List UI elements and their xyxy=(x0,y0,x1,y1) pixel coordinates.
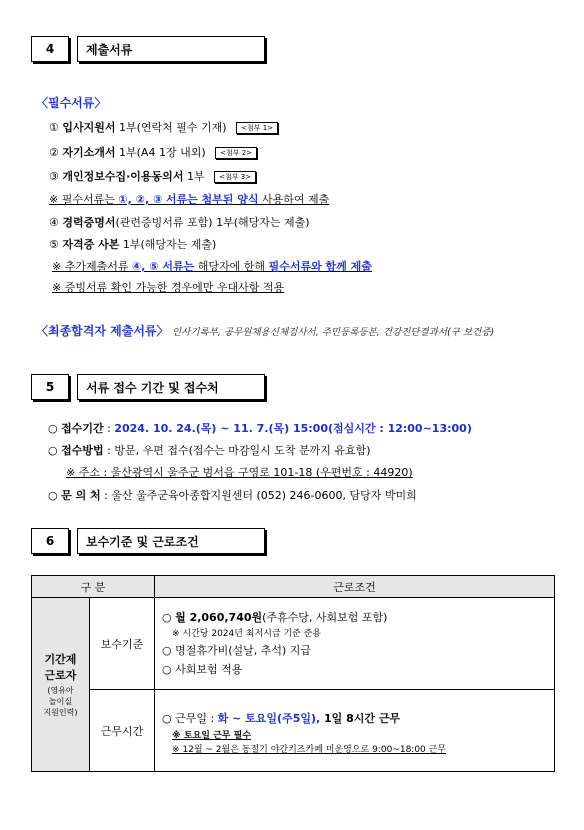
pay-note: (주휴수당, 사회보험 포함) xyxy=(262,610,388,624)
address: ※ 주소 : 울산광역시 울주군 범서읍 구영로 101-18 (우편번호 : 44920) xyxy=(66,466,413,479)
section-number: 4 xyxy=(31,36,69,62)
attachment-tag: <첨부 1> xyxy=(236,122,278,134)
item-mark: ④ xyxy=(49,216,59,229)
work-day-label: ○ 근무일 : xyxy=(162,711,218,725)
optional-item-5 xyxy=(49,236,216,252)
holiday-bonus: ○ 명절휴가비(설날, 추석) 지급 xyxy=(162,643,312,657)
contact xyxy=(48,487,417,503)
final-docs-detail: 인사기록부, 공무원채용신체검사서, 주민등록등본, 건강진단결과서(구 보건증) xyxy=(172,327,495,338)
item-detail: 1부 xyxy=(183,170,205,183)
item-name: 자기소개서 xyxy=(62,146,116,159)
period-value: 2024. 10. 24.(목) ~ 11. 7.(목) 15:00(점심시간 : 12:00~13:00) xyxy=(114,422,472,435)
category-cell xyxy=(32,598,90,772)
social-insurance: ○ 사회보험 적용 xyxy=(162,662,243,676)
item-detail: 1부(연락처 필수 기재) xyxy=(115,121,227,134)
required-docs-header: 〈필수서류〉 xyxy=(36,96,107,110)
conditions-table xyxy=(31,575,555,772)
final-docs xyxy=(36,322,494,339)
table-header-category: 구 분 xyxy=(32,576,155,598)
item-mark: ③ xyxy=(49,170,59,183)
bullet: ○ xyxy=(48,444,58,457)
work-days: 화 ~ 토요일(주5일), xyxy=(217,711,321,725)
category-sub: (영유아 놀이실 지원인력) xyxy=(43,686,78,717)
item-detail: (관련증빙서류 포함) 1부(해당자는 제출) xyxy=(115,216,310,229)
pay-conditions xyxy=(155,598,555,690)
additional-docs-note xyxy=(52,258,372,274)
section-5-header xyxy=(31,374,265,400)
note-text: 해당자에 한해 xyxy=(194,260,269,273)
required-note xyxy=(49,191,329,207)
contact-value: : 울산 울주군육아종합지원센터 (052) 246-0600, 담당자 박미희 xyxy=(100,489,417,502)
saturday-note: ※ 토요일 근무 필수 xyxy=(172,730,252,741)
separator: : xyxy=(103,422,115,435)
note-highlight: ④, ⑤ 서류는 xyxy=(131,260,195,273)
required-item-1 xyxy=(49,119,278,135)
item-detail: 1부(해당자는 제출) xyxy=(119,238,217,251)
item-name: 경력증명서 xyxy=(62,216,116,229)
note-text: ※ 추가제출서류 xyxy=(52,260,132,273)
section-title: 서류 접수 기간 및 접수처 xyxy=(77,374,265,400)
note-highlight: 필수서류와 함께 제출 xyxy=(268,260,372,273)
bullet: ○ xyxy=(48,489,58,502)
label: 접수기간 xyxy=(61,422,104,435)
application-method xyxy=(48,442,371,458)
bullet: ○ xyxy=(48,422,58,435)
label: 문 의 처 xyxy=(61,489,101,502)
min-wage-note: ※ 시간당 2024년 최저시급 기준 준용 xyxy=(172,628,322,639)
method-value: : 방문, 우편 접수(접수는 마감일시 도착 분까지 유효함) xyxy=(103,444,371,457)
section-6-header xyxy=(31,528,265,554)
table-header-conditions: 근로조건 xyxy=(155,576,555,598)
category-label: 기간제 근로자 xyxy=(44,653,77,682)
bullet: ○ xyxy=(162,610,176,624)
required-item-2 xyxy=(49,144,257,160)
work-hours: 1일 8시간 근무 xyxy=(320,711,401,725)
item-name: 자격증 사본 xyxy=(62,238,120,251)
section-title: 제출서류 xyxy=(77,36,265,62)
attachment-tag: <첨부 2> xyxy=(215,147,257,159)
section-number: 6 xyxy=(31,528,69,554)
optional-item-4 xyxy=(49,214,310,230)
item-detail: 1부(A4 1장 내외) xyxy=(115,146,206,159)
item-mark: ② xyxy=(49,146,59,159)
section-title: 보수기준 및 근로조건 xyxy=(77,528,265,554)
item-name: 입사지원서 xyxy=(62,121,116,134)
note-text: ※ 필수서류는 xyxy=(49,193,119,206)
section-4-header xyxy=(31,36,265,62)
final-docs-header: 〈최종합격자 제출서류〉 xyxy=(36,324,169,338)
attachment-tag: <첨부 3> xyxy=(214,171,256,183)
item-mark: ⑤ xyxy=(49,238,59,251)
application-period xyxy=(48,420,472,436)
hours-label-cell: 근무시간 xyxy=(90,690,155,772)
section-number: 5 xyxy=(31,374,69,400)
item-mark: ① xyxy=(49,121,59,134)
preference-note: ※ 증빙서류 확인 가능한 경우에만 우대사항 적용 xyxy=(52,281,285,294)
note-text: 사용하여 제출 xyxy=(258,193,330,206)
monthly-pay: 월 2,060,740원 xyxy=(175,610,263,624)
item-name: 개인정보수집·이용동의서 xyxy=(62,170,184,183)
note-highlight: 서류는 첨부된 양식 xyxy=(165,193,259,206)
pay-label-cell: 보수기준 xyxy=(90,598,155,690)
required-item-3 xyxy=(49,168,256,184)
winter-note: ※ 12월 ~ 2월은 동절기 야간키즈카페 미운영으로 9:00~18:00 근무 xyxy=(172,744,447,755)
label: 접수방법 xyxy=(61,444,104,457)
hours-conditions xyxy=(155,690,555,772)
note-highlight: ①, ②, ③ xyxy=(118,193,163,206)
